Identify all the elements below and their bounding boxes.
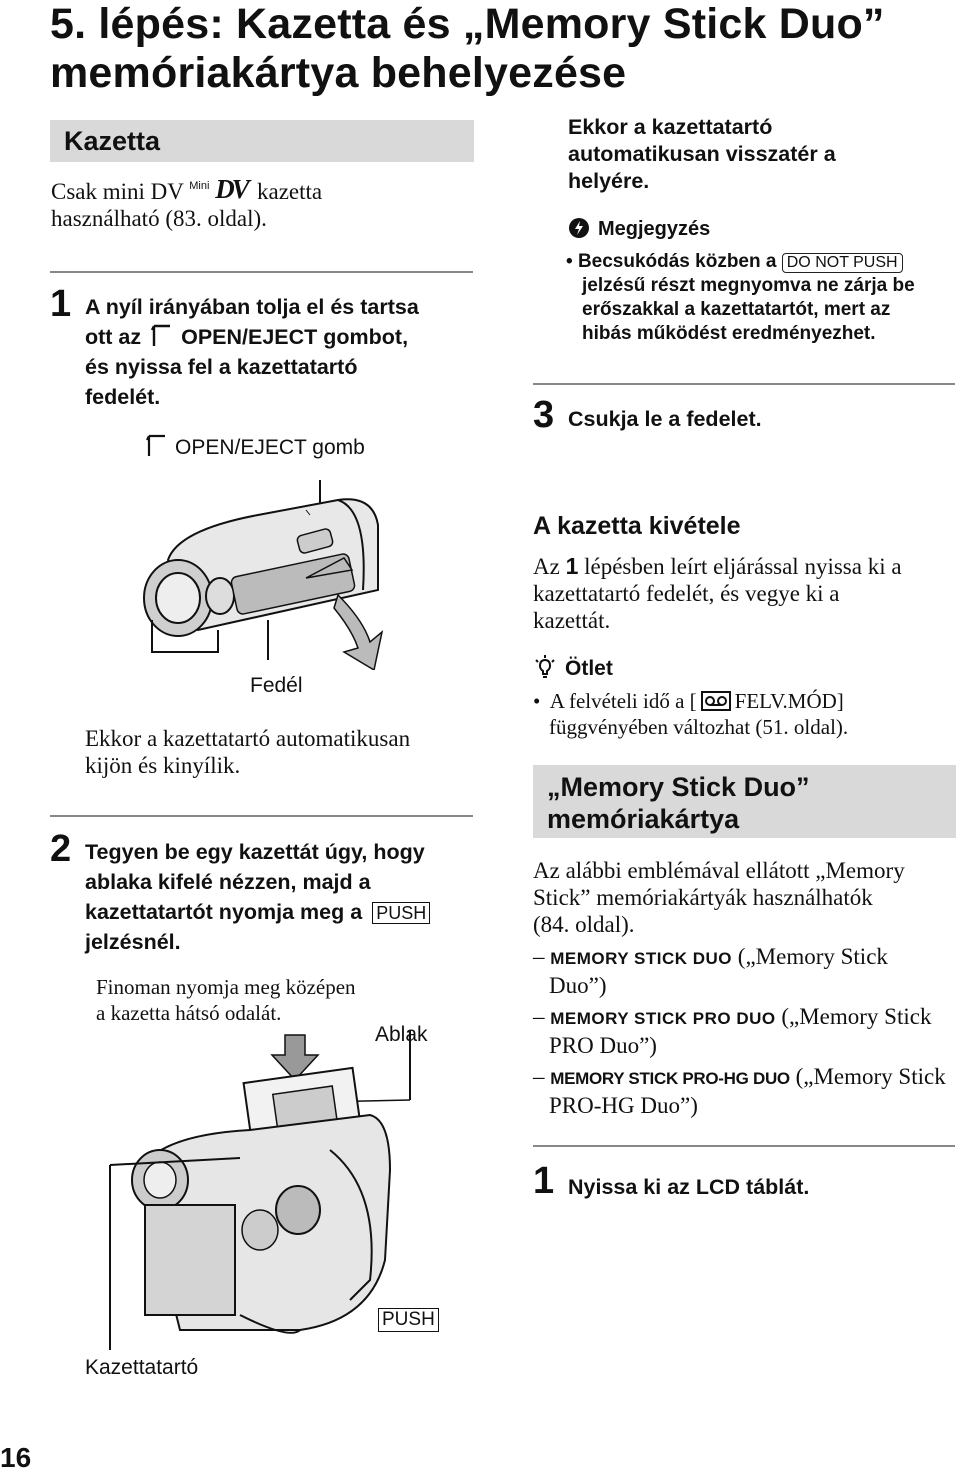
note-heading bbox=[568, 217, 710, 241]
step2-line: Tegyen be egy kazettát úgy, hogy bbox=[85, 840, 425, 864]
step2-line-part: kazettatartót nyomja meg a bbox=[85, 900, 363, 924]
tip-line-prefix: A felvételi idő a [ bbox=[549, 689, 697, 713]
open-eject-label-text: OPEN/EJECT gomb bbox=[175, 436, 365, 459]
ms-item-text: („Memory Stick bbox=[737, 944, 888, 969]
tape-icon bbox=[701, 691, 731, 711]
step1-line: és nyissa fel a kazettatartó bbox=[85, 355, 358, 379]
section-heading-kazetta bbox=[50, 120, 474, 162]
right-top-line: automatikusan visszatér a bbox=[568, 142, 836, 166]
step2-line bbox=[85, 897, 475, 927]
tip-heading-text: Ötlet bbox=[565, 657, 613, 680]
ms-item-text: Duo”) bbox=[549, 973, 607, 998]
step1b-number: 1 bbox=[533, 1160, 555, 1202]
note-line: • Becsukódás közben a DO NOT PUSH bbox=[566, 250, 956, 274]
remove-line: kazettát. bbox=[533, 608, 611, 633]
section-heading-memory-stick bbox=[533, 765, 956, 838]
step1-line-part: ott az bbox=[85, 325, 142, 349]
ms-list-item: – MEMORY STICK DUO („Memory Stick Duo”) bbox=[533, 943, 958, 999]
minidv-logo-mini: Mini bbox=[189, 180, 210, 192]
fedel-label: Fedél bbox=[250, 674, 303, 697]
ms-item-text: PRO-HG Duo”) bbox=[549, 1093, 698, 1118]
step1-line bbox=[85, 322, 470, 352]
memory-stick-pro-hg-duo-logo: MEMORY STICK PRO-HG DUO bbox=[550, 1069, 790, 1088]
remove-step-ref: 1 bbox=[565, 553, 579, 579]
ablak-label: Ablak bbox=[375, 1023, 428, 1046]
tip-body bbox=[533, 688, 953, 740]
kazettatarto-label: Kazettatartó bbox=[85, 1356, 199, 1379]
warning-icon bbox=[568, 217, 590, 239]
ms-heading-line: memóriakártya bbox=[547, 804, 740, 834]
note-prefix: Becsukódás közben a bbox=[577, 251, 777, 272]
step1b-text: Nyissa ki az LCD táblát. bbox=[568, 1175, 810, 1199]
section-heading-text: Kazetta bbox=[64, 126, 161, 156]
remove-line-part: lépésben leírt eljárással nyissa ki a bbox=[584, 554, 902, 579]
memory-stick-duo-logo: MEMORY STICK DUO bbox=[550, 949, 733, 968]
remove-line: kazettatartó fedelét, és vegye ki a bbox=[533, 581, 840, 606]
tip-line: függvényében változhat (51. oldal). bbox=[549, 715, 849, 739]
divider bbox=[533, 1145, 955, 1147]
after-step1-text bbox=[85, 725, 475, 779]
push-box-bottom: PUSH bbox=[378, 1308, 439, 1332]
page-number: 16 bbox=[0, 1442, 32, 1473]
push-box: PUSH bbox=[372, 902, 430, 924]
after-step1-line: Ekkor a kazettatartó automatikusan bbox=[85, 726, 411, 751]
ms-item-text: („Memory Stick bbox=[781, 1004, 932, 1029]
intro-prefix: Csak mini DV bbox=[51, 179, 184, 204]
intro-text bbox=[51, 174, 471, 232]
note-line: hibás működést eredményezhet. bbox=[582, 323, 876, 344]
remove-line bbox=[533, 553, 953, 580]
intro-suffix: kazetta bbox=[256, 179, 323, 204]
note-line: jelzésű részt megnyomva ne zárja be bbox=[582, 275, 915, 296]
note-heading-text: Megjegyzés bbox=[598, 218, 711, 240]
remove-text bbox=[533, 553, 953, 634]
ms-list bbox=[533, 943, 958, 1119]
ms-intro bbox=[533, 857, 958, 938]
after-step1-line: kijön és kinyílik. bbox=[85, 753, 241, 778]
divider bbox=[50, 271, 473, 273]
step1-text bbox=[85, 292, 470, 412]
step2-text bbox=[85, 837, 475, 957]
tip-heading bbox=[533, 655, 613, 681]
finoman-text bbox=[96, 974, 356, 1026]
eject-arrow-icon bbox=[150, 324, 172, 348]
ms-list-item: – MEMORY STICK PRO-HG DUO („Memory Stick PRO-HG Duo”) bbox=[533, 1063, 958, 1119]
note-line: erőszakkal a kazettatartót, mert az bbox=[582, 299, 891, 320]
step1-line: fedelét. bbox=[85, 385, 161, 409]
ms-intro-line: Stick” memóriakártyák használhatók bbox=[533, 885, 873, 910]
note-body bbox=[566, 250, 956, 346]
memory-stick-pro-duo-logo: MEMORY STICK PRO DUO bbox=[550, 1009, 776, 1028]
divider bbox=[50, 815, 473, 817]
intro-line2: használható (83. oldal). bbox=[51, 206, 267, 231]
ms-item-text: („Memory Stick bbox=[795, 1064, 946, 1089]
step1-number: 1 bbox=[50, 283, 72, 325]
tip-line: • A felvételi idő a [ FELV.MÓD] bbox=[533, 689, 844, 713]
step2-number: 2 bbox=[50, 828, 72, 870]
tip-line-suffix: FELV.MÓD] bbox=[734, 689, 844, 713]
ms-intro-line: Az alábbi emblémával ellátott „Memory bbox=[533, 858, 905, 883]
remove-heading: A kazetta kivétele bbox=[533, 512, 741, 540]
ms-list-item: – MEMORY STICK PRO DUO („Memory Stick PRO Duo”) bbox=[533, 1003, 958, 1059]
right-top-line: helyére. bbox=[568, 169, 650, 193]
right-top-line: Ekkor a kazettatartó bbox=[568, 115, 773, 139]
remove-prefix: Az bbox=[533, 554, 560, 579]
step2-line: ablaka kifelé nézzen, majd a bbox=[85, 870, 371, 894]
do-not-push-box: DO NOT PUSH bbox=[782, 253, 903, 273]
lightbulb-icon bbox=[533, 655, 557, 679]
step2-line: jelzésnél. bbox=[85, 930, 181, 954]
right-top-text bbox=[568, 114, 948, 195]
step1-line: A nyíl irányában tolja el és tartsa bbox=[85, 295, 419, 319]
finoman-line: a kazetta hátsó odalát. bbox=[96, 1001, 282, 1025]
step3-number: 3 bbox=[533, 394, 555, 436]
step3-text: Csukja le a fedelet. bbox=[568, 407, 762, 431]
divider bbox=[533, 383, 955, 385]
camcorder-insert-illustration bbox=[100, 1030, 420, 1360]
minidv-logo-dv: DV bbox=[215, 174, 247, 204]
open-eject-label bbox=[145, 434, 365, 460]
page-title: 5. lépés: Kazetta és „Memory Stick Duo” memóriakártya behelyezése bbox=[50, 0, 885, 97]
step1-line-part: OPEN/EJECT gombot, bbox=[181, 325, 409, 349]
ms-heading-line: „Memory Stick Duo” bbox=[547, 772, 810, 802]
eject-arrow-icon bbox=[145, 434, 167, 458]
ms-intro-line: (84. oldal). bbox=[533, 912, 635, 937]
finoman-line: Finoman nyomja meg középen bbox=[96, 975, 356, 999]
camcorder-open-illustration bbox=[138, 470, 398, 670]
minidv-logo bbox=[189, 174, 251, 204]
ms-item-text: PRO Duo”) bbox=[549, 1033, 657, 1058]
